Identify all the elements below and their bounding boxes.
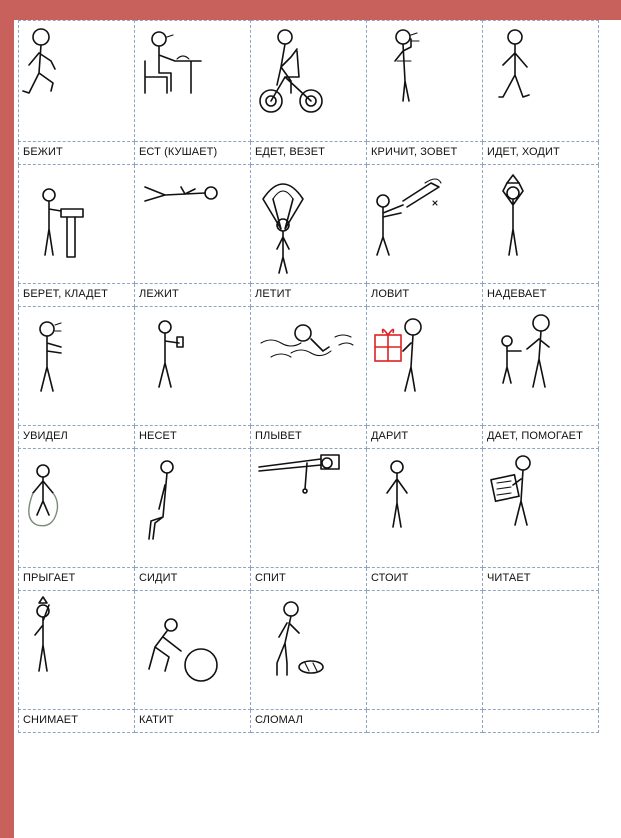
cell-image xyxy=(483,307,599,426)
pictogram-label: НАДЕВАЕТ xyxy=(487,288,547,300)
pictogram-label: ЛЕЖИТ xyxy=(139,288,179,300)
pictogram-label: УВИДЕЛ xyxy=(23,430,68,442)
cell-image xyxy=(19,449,135,568)
cycling-figure-icon xyxy=(251,21,366,139)
pictogram-label: ЛОВИТ xyxy=(371,288,410,300)
cell-image xyxy=(483,21,599,142)
pictogram-label: ЧИТАЕТ xyxy=(487,572,531,584)
cell-image xyxy=(251,449,367,568)
cell-image xyxy=(251,21,367,142)
cell-image xyxy=(19,21,135,142)
pictogram-label: ЕДЕТ, ВЕЗЕТ xyxy=(255,146,325,158)
table-row xyxy=(19,165,599,284)
pictogram-label: СЛОМАЛ xyxy=(255,714,303,726)
jump-rope-figure-icon xyxy=(19,449,134,567)
table-row xyxy=(19,591,599,710)
eating-figure-icon xyxy=(135,21,250,139)
table-row xyxy=(19,426,599,449)
cell-image xyxy=(135,449,251,568)
carrying-figure-icon xyxy=(135,307,250,425)
taking-figure-icon xyxy=(19,165,134,283)
cell-image xyxy=(251,165,367,284)
cell-image xyxy=(483,591,599,710)
cell-image xyxy=(19,307,135,426)
pictogram-label: ДАРИТ xyxy=(371,430,409,442)
table-row xyxy=(19,21,599,142)
cell-image xyxy=(251,591,367,710)
lying-figure-icon xyxy=(135,165,250,283)
shouting-figure-icon xyxy=(367,21,482,139)
running-figure-icon xyxy=(19,21,134,139)
putting-on-figure-icon xyxy=(483,165,598,283)
cell-image xyxy=(483,165,599,284)
cell-image xyxy=(135,307,251,426)
seeing-figure-icon xyxy=(19,307,134,425)
table-row xyxy=(19,449,599,568)
sitting-figure-icon xyxy=(135,449,250,567)
table-row xyxy=(19,307,599,426)
cell-image xyxy=(367,21,483,142)
table-row xyxy=(19,142,599,165)
pictogram-label: ДАЕТ, ПОМОГАЕТ xyxy=(487,430,583,442)
pictogram-label: ЕСТ (КУШАЕТ) xyxy=(139,146,218,158)
cell-image xyxy=(367,449,483,568)
pictogram-table xyxy=(18,20,599,733)
parachute-figure-icon xyxy=(251,165,366,283)
cell-image xyxy=(367,165,483,284)
standing-figure-icon xyxy=(367,449,482,567)
table-row xyxy=(19,710,599,733)
cell-image xyxy=(367,591,483,710)
pictogram-label: ИДЕТ, ХОДИТ xyxy=(487,146,560,158)
table-row xyxy=(19,284,599,307)
walking-figure-icon xyxy=(483,21,598,139)
sleeping-figure-icon xyxy=(251,449,366,567)
pictogram-label: НЕСЕТ xyxy=(139,430,177,442)
cell-image xyxy=(251,307,367,426)
pictogram-label: СНИМАЕТ xyxy=(23,714,79,726)
pictogram-label: ЛЕТИТ xyxy=(255,288,292,300)
cell-image xyxy=(367,307,483,426)
gift-figure-icon xyxy=(367,307,482,425)
rolling-ball-figure-icon xyxy=(135,591,250,709)
taking-off-figure-icon xyxy=(19,591,134,709)
pictogram-label: СТОИТ xyxy=(371,572,409,584)
pictogram-label: КРИЧИТ, ЗОВЕТ xyxy=(371,146,458,158)
reading-figure-icon xyxy=(483,449,598,567)
cell-image xyxy=(19,165,135,284)
pictogram-label: СИДИТ xyxy=(139,572,178,584)
cell-image xyxy=(135,165,251,284)
cell-image xyxy=(135,591,251,710)
pictogram-label: БЕРЕТ, КЛАДЕТ xyxy=(23,288,108,300)
cell-image xyxy=(483,449,599,568)
pictogram-label: КАТИТ xyxy=(139,714,174,726)
broken-figure-icon xyxy=(251,591,366,709)
pictogram-label: ПРЫГАЕТ xyxy=(23,572,76,584)
pictogram-label: СПИТ xyxy=(255,572,286,584)
swimming-figure-icon xyxy=(251,307,366,425)
pictogram-label: ПЛЫВЕТ xyxy=(255,430,302,442)
catching-figure-icon xyxy=(367,165,482,283)
helping-figure-icon xyxy=(483,307,598,425)
table-row xyxy=(19,568,599,591)
cell-image xyxy=(19,591,135,710)
cell-image xyxy=(135,21,251,142)
pictogram-label: БЕЖИТ xyxy=(23,146,63,158)
pictogram-sheet xyxy=(14,20,621,838)
